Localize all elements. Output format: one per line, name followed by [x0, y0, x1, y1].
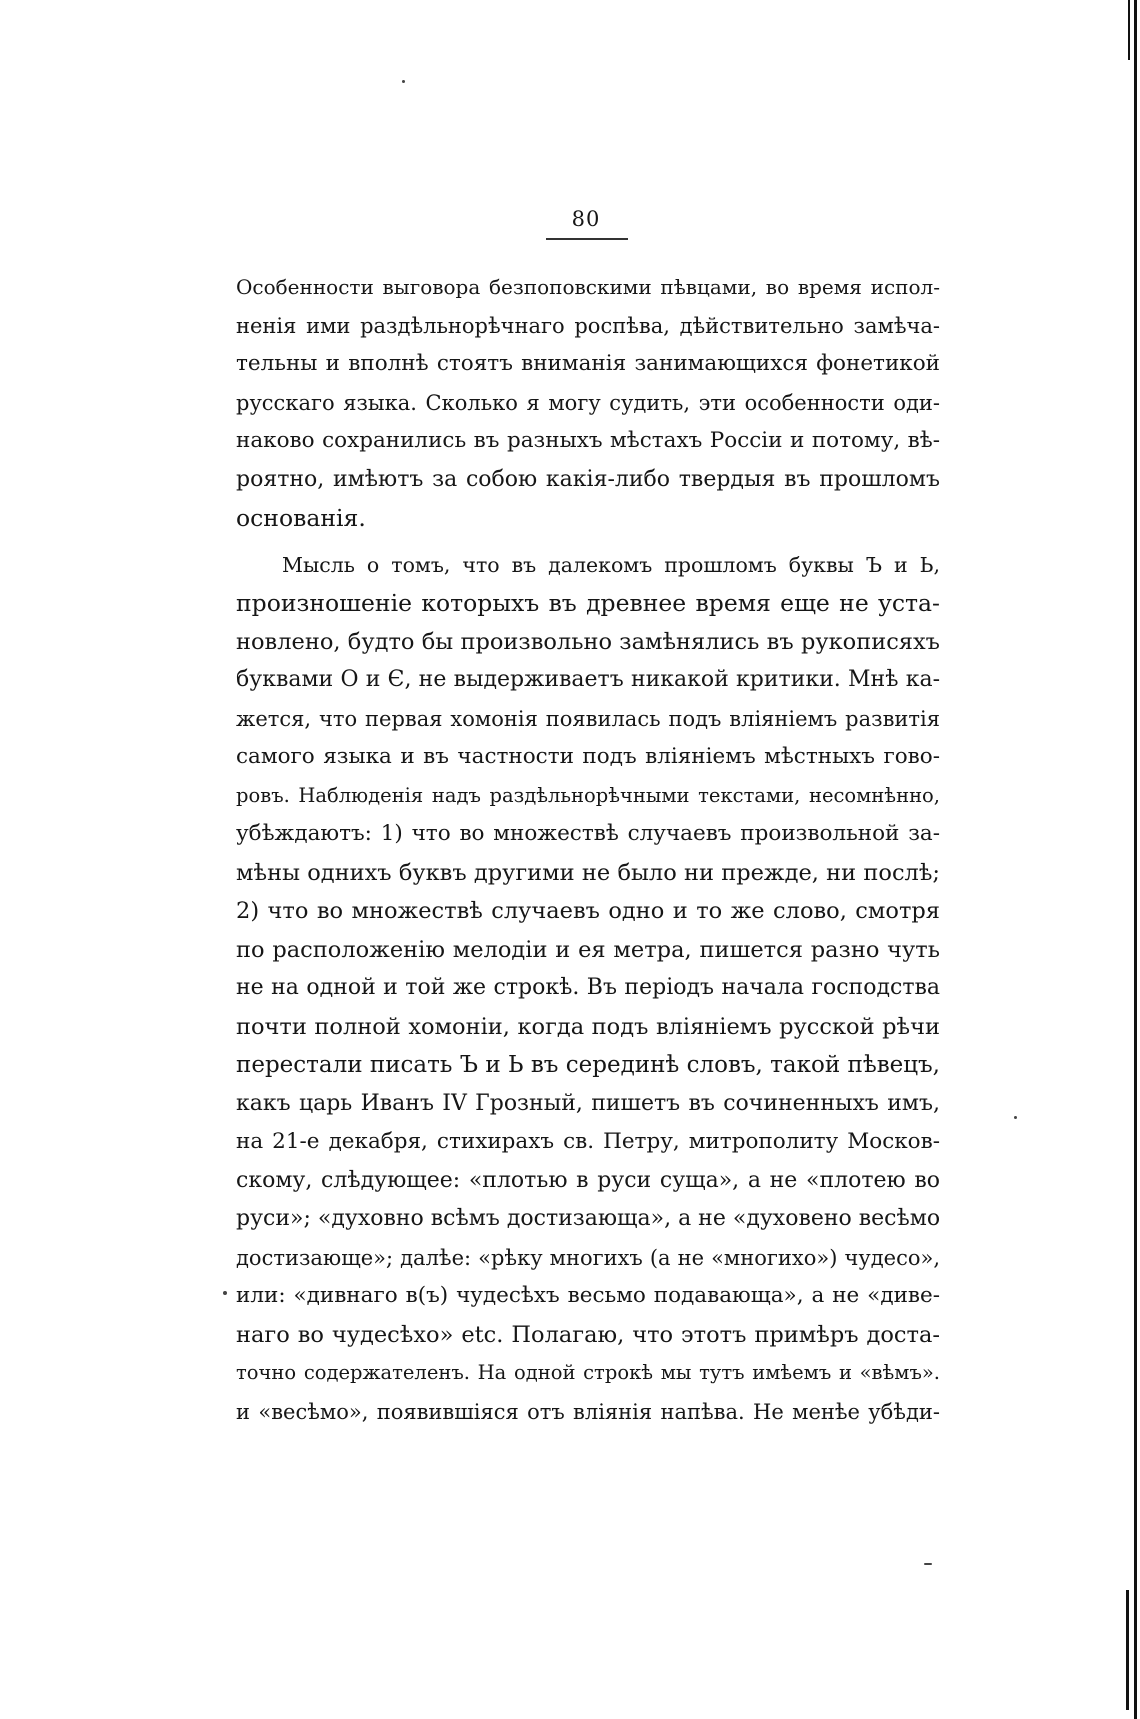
text-line: русскаго языка. Сколько я могу судить, эти особенности оди-	[236, 390, 940, 415]
text-line: новлено, будто бы произвольно замѣнялись въ рукописяхъ	[236, 628, 940, 655]
text-line: тельны и вполнѣ стоятъ вниманія занимающихся фонетикой	[236, 351, 940, 376]
text-line: на 21-е декабря, стихирахъ св. Петру, митрополиту Москов-	[236, 1129, 940, 1154]
body-text	[236, 268, 940, 1431]
text-line: Мысль о томъ, что въ далекомъ прошломъ буквы Ъ и Ь,	[282, 552, 940, 577]
text-line: мѣны однихъ буквъ другими не было ни прежде, ни послѣ;	[236, 859, 940, 886]
text-line: убѣждаютъ: 1) что во множествѣ случаевъ произвольной за-	[236, 821, 940, 846]
text-line: или: «дивнаго в(ъ) чудесѣхъ весьмо подавающа», а не «диве-	[236, 1283, 940, 1308]
text-line: достизающе»; далѣе: «рѣку многихъ (а не «многихо») чудесо»,	[236, 1245, 940, 1270]
text-line: не на одной и той же строкѣ. Въ періодъ начала господства	[236, 975, 940, 1000]
text-line: буквами О и Є, не выдерживаетъ никакой критики. Мнѣ ка-	[236, 667, 940, 692]
text-line: Особенности выговора безпоповскими пѣвцами, во время испол-	[236, 275, 940, 299]
scan-speck	[223, 1291, 227, 1295]
text-line: жется, что первая хомонія появилась подъ вліяніемъ развитія	[236, 706, 940, 731]
text-line: роятно, имѣютъ за собою какія-либо твердыя въ прошломъ	[236, 466, 940, 492]
scan-speck	[1014, 1116, 1017, 1119]
text-line: скому, слѣдующее: «плотью в руси суща», а не «плотею во	[236, 1167, 940, 1193]
scan-speck	[402, 80, 405, 83]
text-line: произношеніе которыхъ въ древнее время еще не уста-	[236, 589, 940, 617]
text-line: ненія ими раздѣльнорѣчнаго роспѣва, дѣйствительно замѣча-	[236, 313, 940, 338]
text-line: точно содержателенъ. На одной строкѣ мы тутъ имѣемъ и «вѣмъ».	[236, 1361, 940, 1384]
scan-edge-mark	[1134, 0, 1137, 1719]
text-line: руси»; «духовно всѣмъ достизающа», а не «духовено весѣмо	[236, 1206, 941, 1231]
page-number-rule	[546, 238, 628, 240]
text-line: 2) что во множествѣ случаевъ одно и то же слово, смотря	[236, 898, 940, 924]
text-line: ровъ. Наблюденія надъ раздѣльнорѣчными текстами, несомнѣнно,	[236, 783, 940, 807]
scan-edge-mark	[1126, 1590, 1129, 1710]
text-line: наго во чудесѣхо» etc. Полагаю, что этотъ примѣръ доста-	[236, 1321, 940, 1348]
text-line: почти полной хомоніи, когда подъ вліяніемъ русской рѣчи	[236, 1013, 940, 1040]
text-line: какъ царь Иванъ IV Грозный, пишетъ въ сочиненныхъ имъ,	[236, 1090, 940, 1116]
text-line: по расположенію мелодіи и ея метра, пишется разно чуть	[236, 936, 940, 963]
text-line: и «весѣмо», появившіяся отъ вліянія напѣва. Не менѣе убѣди-	[236, 1399, 940, 1424]
paragraph-2	[236, 546, 940, 1432]
paragraph-1	[236, 268, 940, 538]
text-line: самого языка и въ частности подъ вліяніемъ мѣстныхъ гово-	[236, 744, 940, 769]
page-number: 80	[571, 207, 601, 231]
text-line: перестали писать Ъ и Ь въ серединѣ словъ, такой пѣвецъ,	[236, 1052, 940, 1078]
text-line: наково сохранились въ разныхъ мѣстахъ Россіи и потому, вѣ-	[236, 428, 940, 453]
text-line: основанія.	[236, 504, 366, 532]
scan-edge-mark	[1128, 0, 1130, 60]
paragraph-gap	[236, 538, 940, 546]
scan-speck	[924, 1563, 932, 1565]
